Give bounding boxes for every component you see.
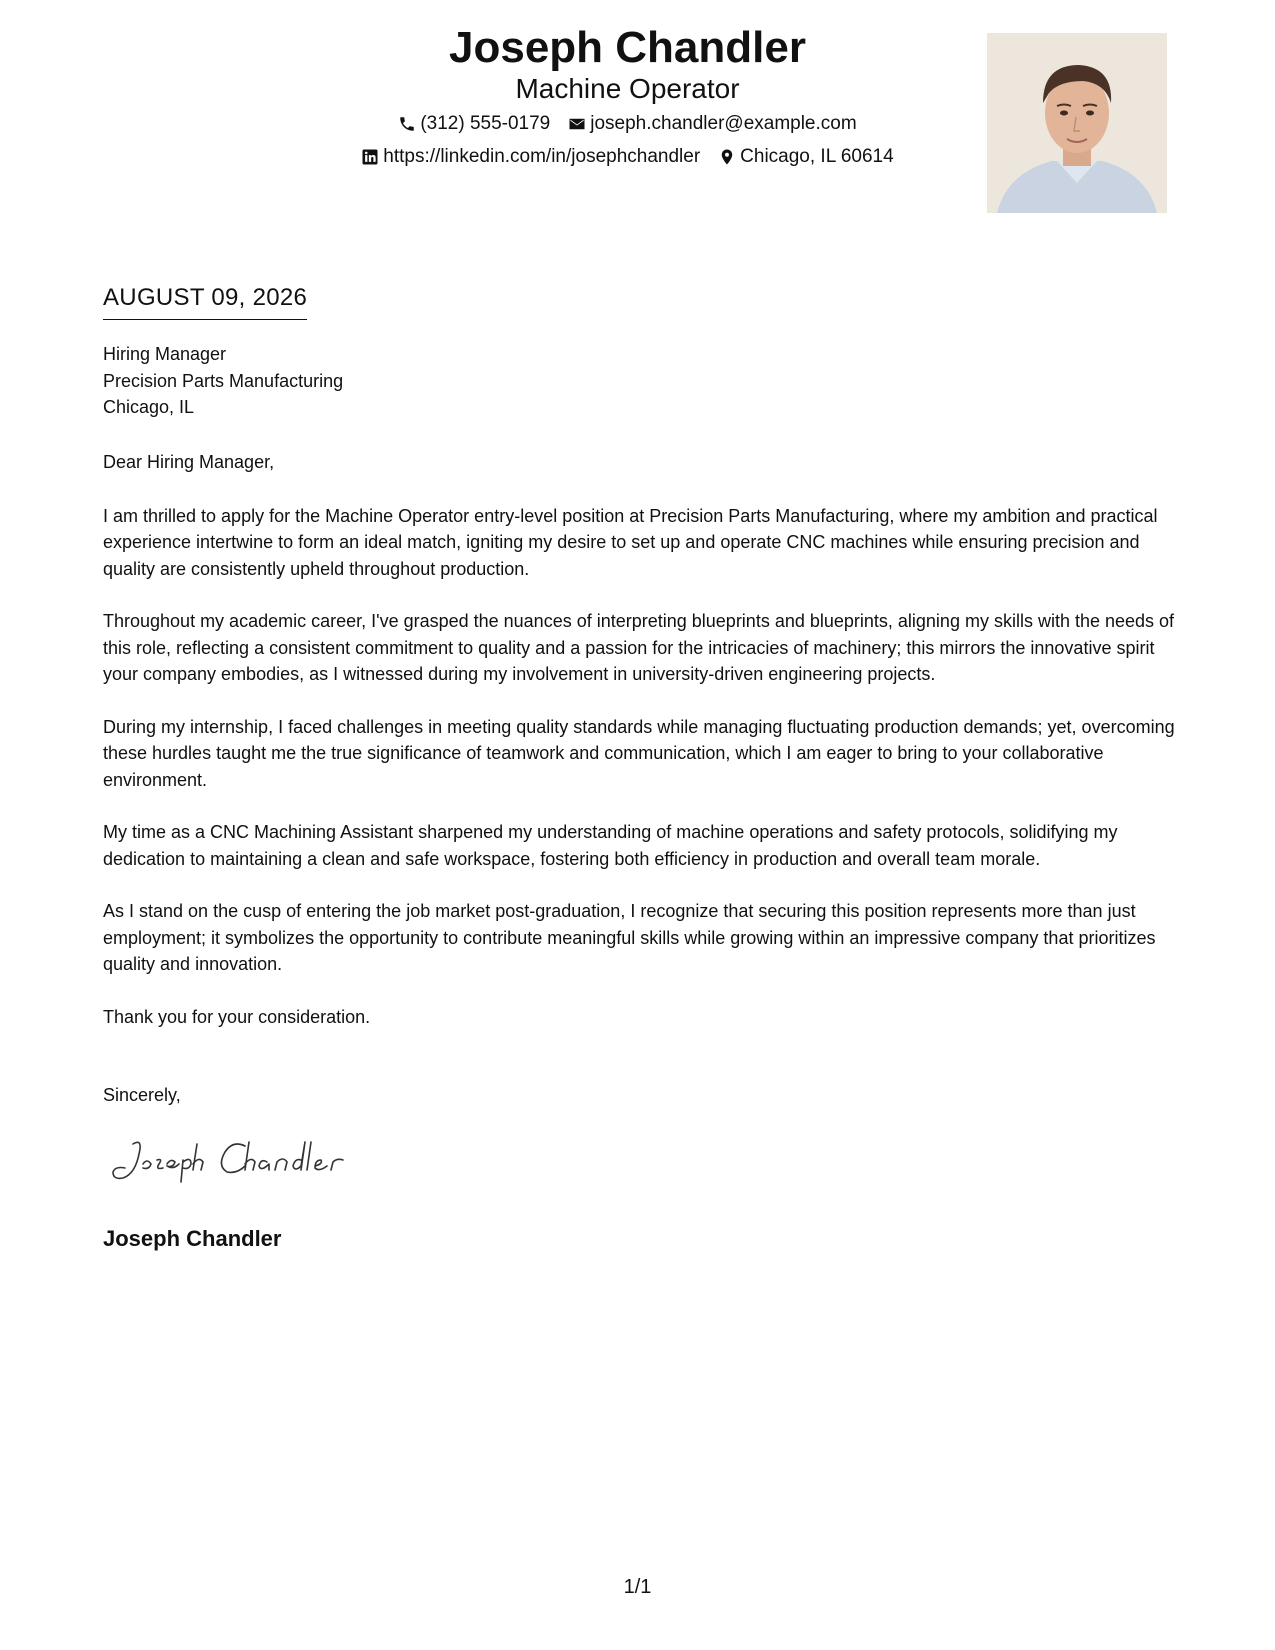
- phone-icon: [398, 115, 416, 133]
- phone-number: (312) 555-0179: [420, 113, 551, 134]
- body-paragraph: Thank you for your consideration.: [103, 1006, 371, 1027]
- location-text: Chicago, IL 60614: [740, 146, 894, 167]
- linkedin-icon: [361, 148, 379, 166]
- page-number: 1/1: [623, 1576, 652, 1598]
- body-paragraph: My time as a CNC Machining Assistant sharpened my understanding of machine operations and safety protocols, solidifying my dedication to maintaining a clean and safe workspace, fostering both efficiency in production and overall team morale.: [103, 822, 1118, 869]
- applicant-name: Joseph Chandler: [449, 23, 806, 72]
- signer-name: Joseph Chandler: [103, 1226, 282, 1251]
- salutation: Dear Hiring Manager,: [103, 452, 275, 472]
- recipient-line: Precision Parts Manufacturing: [103, 370, 344, 391]
- linkedin-url: https://linkedin.com/in/josephchandler: [383, 146, 701, 167]
- contact-email[interactable]: [568, 112, 856, 136]
- location-pin-icon: [718, 148, 736, 166]
- closing: Sincerely,: [103, 1085, 181, 1105]
- recipient-block: [103, 341, 343, 421]
- contact-phone[interactable]: [398, 112, 550, 136]
- profile-photo: [987, 33, 1167, 213]
- envelope-icon: [568, 115, 586, 133]
- letter-date: AUGUST 09, 2026: [103, 283, 307, 320]
- body-paragraph: During my internship, I faced challenges in meeting quality standards while managing fluctuating production demands; yet, overcoming these hurdles taught me the true significance of teamwork and communication, which I am eager to bring to your collaborative environment.: [103, 716, 1175, 790]
- email-address: joseph.chandler@example.com: [590, 113, 857, 134]
- recipient-line: Chicago, IL: [103, 397, 195, 417]
- letter-header: [0, 0, 1275, 230]
- applicant-title: Machine Operator: [515, 73, 740, 104]
- body-paragraph: I am thrilled to apply for the Machine Operator entry-level position at Precision Parts Manufacturing, where my ambition and practical experience intertwine to form an ideal match, igniting my desire to set up and operate CNC machines while ensuring precision and quality are consistently upheld throughout production.: [103, 505, 1158, 579]
- body-paragraph: Throughout my academic career, I've grasped the nuances of interpreting blueprints and blueprints, aligning my skills with the needs of this role, reflecting a consistent commitment to quality and a passion for the intricacies of machinery; this mirrors the innovative spirit your company embodies, as I witnessed during my involvement in university-driven engineering projects.: [103, 611, 1175, 684]
- contact-linkedin[interactable]: [361, 145, 700, 169]
- letter-body: [103, 449, 1175, 1056]
- recipient-line: Hiring Manager: [103, 344, 227, 364]
- contact-location: [718, 145, 894, 169]
- body-paragraph: As I stand on the cusp of entering the job market post-graduation, I recognize that securing this position represents more than just employment; it symbolizes the opportunity to contribute meaningful skills while growing within an impressive company that prioritizes quality and innovation.: [103, 901, 1156, 974]
- handwritten-signature: [103, 1130, 363, 1190]
